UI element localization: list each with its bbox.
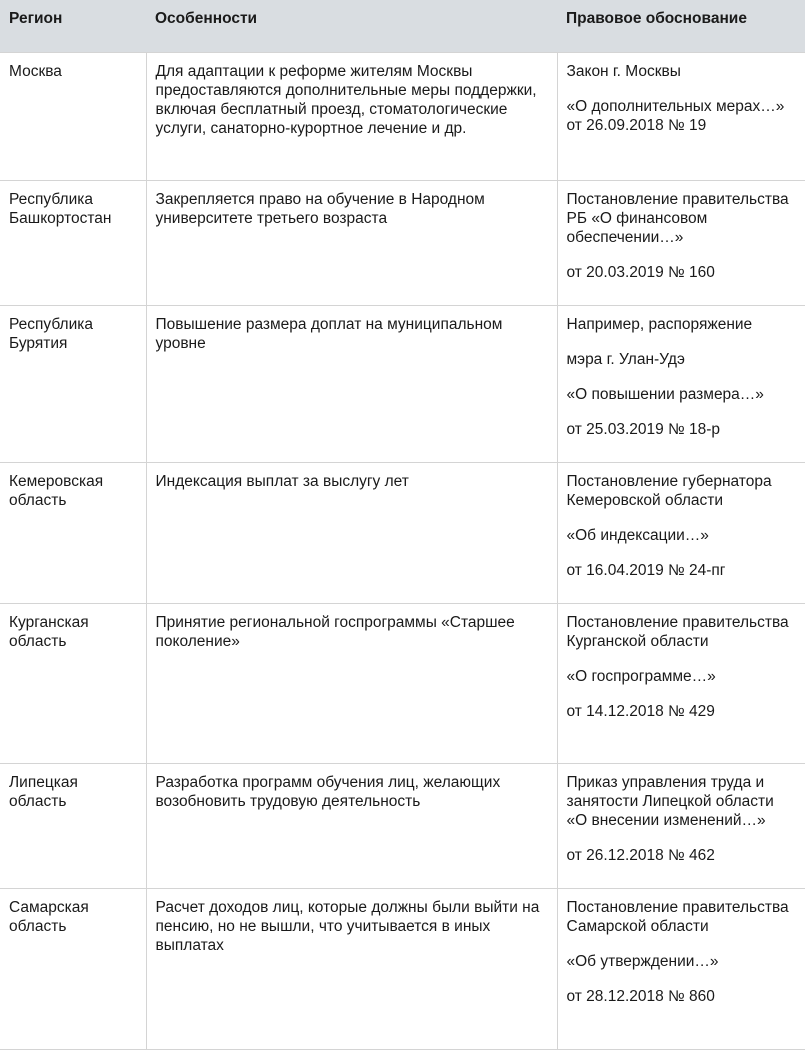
table-row bbox=[0, 763, 805, 888]
legal-line: «О повышении размера…» bbox=[566, 385, 764, 403]
legal-line: Приказ управления труда и занятости Липецкой области «О внесении изменений…» bbox=[566, 773, 774, 829]
legal-line: Постановление правительства РБ «О финансовом обеспечении…» bbox=[566, 190, 789, 246]
cell-region: Кемеровская область bbox=[0, 462, 146, 603]
legal-line: от 25.03.2019 № 18-р bbox=[566, 420, 721, 438]
cell-legal bbox=[557, 763, 805, 888]
cell-region: Республика Башкортостан bbox=[0, 180, 146, 305]
cell-feature: Повышение размера доплат на муниципальном уровне bbox=[146, 305, 557, 462]
cell-feature: Принятие региональной госпрограммы «Старшее поколение» bbox=[146, 603, 557, 763]
legal-line: «Об утверждении…» bbox=[566, 952, 719, 970]
legal-line: Закон г. Москвы bbox=[566, 62, 681, 80]
legal-line: Постановление правительства Курганской области bbox=[566, 613, 789, 650]
cell-feature: Расчет доходов лиц, которые должны были выйти на пенсию, но не вышли, что учитывается в иных выплатах bbox=[146, 888, 557, 1049]
header-features: Особенности bbox=[146, 0, 557, 52]
cell-region: Липецкая область bbox=[0, 763, 146, 888]
table-row bbox=[0, 305, 805, 462]
cell-legal bbox=[557, 462, 805, 603]
table-row bbox=[0, 52, 805, 180]
cell-legal bbox=[557, 180, 805, 305]
cell-feature: Закрепляется право на обучение в Народном университете третьего возраста bbox=[146, 180, 557, 305]
table-header-row bbox=[0, 0, 805, 52]
cell-region: Москва bbox=[0, 52, 146, 180]
legal-line: Например, распоряжение bbox=[566, 315, 753, 333]
legal-line: от 26.12.2018 № 462 bbox=[566, 846, 715, 864]
legal-line: Постановление губернатора Кемеровской области bbox=[566, 472, 772, 509]
cell-feature: Для адаптации к реформе жителям Москвы предоставляются дополнительные меры поддержки, включая бесплатный проезд, стоматологические услуги, санаторно-курортное лечение и др. bbox=[146, 52, 557, 180]
cell-legal bbox=[557, 52, 805, 180]
cell-legal bbox=[557, 603, 805, 763]
table-row bbox=[0, 462, 805, 603]
legal-line: от 28.12.2018 № 860 bbox=[566, 987, 715, 1005]
cell-legal bbox=[557, 888, 805, 1049]
header-legal-basis: Правовое обоснование bbox=[557, 0, 805, 52]
cell-region: Республика Бурятия bbox=[0, 305, 146, 462]
cell-feature: Индексация выплат за выслугу лет bbox=[146, 462, 557, 603]
cell-feature: Разработка программ обучения лиц, желающих возобновить трудовую деятельность bbox=[146, 763, 557, 888]
legal-line: «О госпрограмме…» bbox=[566, 667, 716, 685]
table-row bbox=[0, 180, 805, 305]
cell-legal bbox=[557, 305, 805, 462]
table-row bbox=[0, 603, 805, 763]
table-row bbox=[0, 888, 805, 1049]
legal-line: мэра г. Улан-Удэ bbox=[566, 350, 685, 368]
legal-line: Постановление правительства Самарской области bbox=[566, 898, 789, 935]
cell-region: Самарская область bbox=[0, 888, 146, 1049]
legal-line: от 16.04.2019 № 24-пг bbox=[566, 561, 726, 579]
legal-line: «О дополнительных мерах…» от 26.09.2018 № 19 bbox=[566, 97, 785, 134]
legal-line: «Об индексации…» bbox=[566, 526, 709, 544]
legal-line: от 20.03.2019 № 160 bbox=[566, 263, 715, 281]
header-region: Регион bbox=[0, 0, 146, 52]
cell-region: Курганская область bbox=[0, 603, 146, 763]
legal-line: от 14.12.2018 № 429 bbox=[566, 702, 715, 720]
